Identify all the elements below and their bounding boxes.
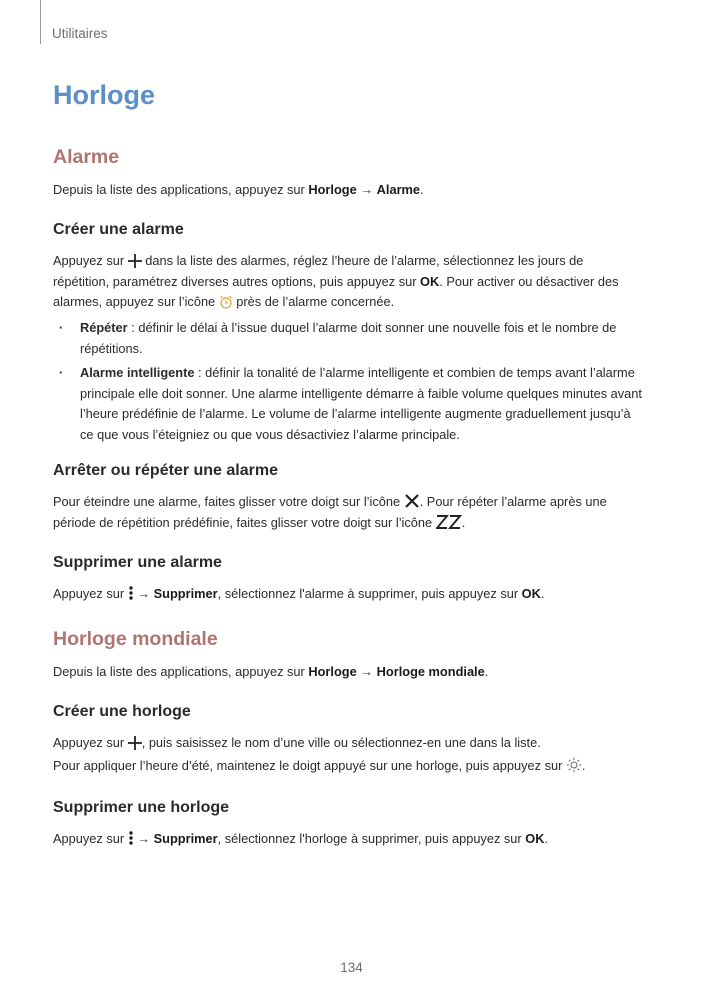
create-clock-heading: Créer une horloge (53, 703, 191, 720)
arrow: → (133, 831, 154, 846)
world-clock-heading: Horloge mondiale (53, 628, 218, 650)
dismiss-x-icon (404, 493, 420, 509)
ok-label: OK (420, 273, 440, 289)
create-clock-text-1: Appuyez sur (53, 735, 128, 750)
world-intro-horloge-mondiale: Horloge mondiale (376, 664, 485, 679)
delete-clock-heading: Supprimer une horloge (53, 799, 230, 816)
supprimer-label: Supprimer (153, 586, 218, 601)
snooze-zz-icon (436, 514, 462, 530)
period: . (581, 758, 586, 773)
section-label: Utilitaires (52, 26, 108, 41)
create-alarm-text-3: . Pour activer ou désactiver des alarmes, appuyez sur l’icône (53, 273, 619, 309)
daylight-saving-sun-icon (566, 757, 582, 773)
create-clock-text-3: Pour appliquer l’heure d’été, maintenez le doigt appuyé sur une horloge, puis appuyez sur (53, 758, 566, 773)
delete-alarm-paragraph (53, 584, 643, 605)
supprimer-label: Supprimer (153, 831, 218, 846)
arrow: → (356, 182, 377, 197)
create-alarm-text-2: dans la liste des alarmes, réglez l’heure de l’alarme, sélectionnez les jours de répétition, paramétrez diverses autres options, puis appuyez sur (53, 253, 584, 289)
create-clock-text-2: , puis saisissez le nom d’une ville ou sélectionnez-en une dans la liste. (141, 735, 541, 750)
world-clock-intro (53, 662, 643, 683)
stop-alarm-heading: Arrêter ou répéter une alarme (53, 462, 278, 479)
bullet-term: Alarme intelligente (80, 365, 195, 380)
alarm-options-list (53, 318, 643, 449)
stop-alarm-text-1: Pour éteindre une alarme, faites glisser votre doigt sur l’icône (53, 494, 404, 509)
stop-alarm-text-2: . Pour répéter l’alarme après une période de répétition prédéfinie, faites glisser votre doigt sur l’icône (53, 494, 607, 530)
create-alarm-text-4: près de l’alarme concernée. (232, 294, 395, 309)
delete-clock-text-1: Appuyez sur (53, 831, 128, 846)
stop-alarm-text-3: . (461, 514, 466, 530)
create-alarm-text-1: Appuyez sur (53, 253, 128, 268)
world-intro-text: Depuis la liste des applications, appuyez sur (53, 664, 309, 679)
header-divider (40, 0, 41, 44)
ok-label: OK (521, 586, 541, 601)
period: . (544, 831, 548, 846)
alarm-clock-icon (219, 295, 233, 309)
delete-clock-paragraph (53, 829, 643, 850)
create-alarm-paragraph (53, 251, 643, 313)
period: . (420, 182, 424, 197)
create-alarm-heading: Créer une alarme (53, 221, 184, 238)
delete-alarm-heading: Supprimer une alarme (53, 554, 222, 571)
delete-alarm-text-1: Appuyez sur (53, 586, 128, 601)
list-item (53, 363, 643, 445)
delete-alarm-text-2: , sélectionnez l'alarme à supprimer, puis appuyez sur (217, 586, 522, 601)
delete-clock-text-2: , sélectionnez l'horloge à supprimer, puis appuyez sur (217, 831, 526, 846)
ok-label: OK (525, 831, 545, 846)
arrow: → (356, 664, 377, 679)
add-icon (128, 254, 142, 268)
add-icon (128, 736, 142, 750)
create-clock-paragraph-1 (53, 733, 643, 754)
alarm-intro-horloge: Horloge (308, 182, 357, 197)
bullet-text: : définir la tonalité de l’alarme intelligente et combien de temps avant l’alarme principale elle doit sonner. Une alarme intelligente démarre à faible volume quelques minutes avant l’heure prédéfinie de l’alarme. Le volume de l’alarme intelligente augmente graduellement jusqu’à ce que vous l’éteigniez ou que vous désactiviez l’alarme principale. (80, 365, 642, 442)
bullet-text: : définir le délai à l’issue duquel l’alarme doit sonner une nouvelle fois et le nombre de répétitions. (80, 320, 617, 356)
list-item (53, 318, 643, 359)
period: . (540, 586, 545, 601)
arrow: → (133, 586, 154, 601)
bullet-term: Répéter (80, 320, 128, 335)
alarm-heading: Alarme (53, 146, 120, 168)
page-title: Horloge (53, 80, 156, 110)
create-clock-paragraph-2 (53, 756, 643, 777)
page-number: 134 (340, 960, 363, 975)
alarm-intro-alarme: Alarme (376, 182, 421, 197)
world-intro-horloge: Horloge (308, 664, 357, 679)
period: . (484, 664, 489, 679)
alarm-intro (53, 180, 643, 201)
alarm-intro-text: Depuis la liste des applications, appuyez sur (53, 182, 309, 197)
stop-alarm-paragraph (53, 492, 643, 533)
